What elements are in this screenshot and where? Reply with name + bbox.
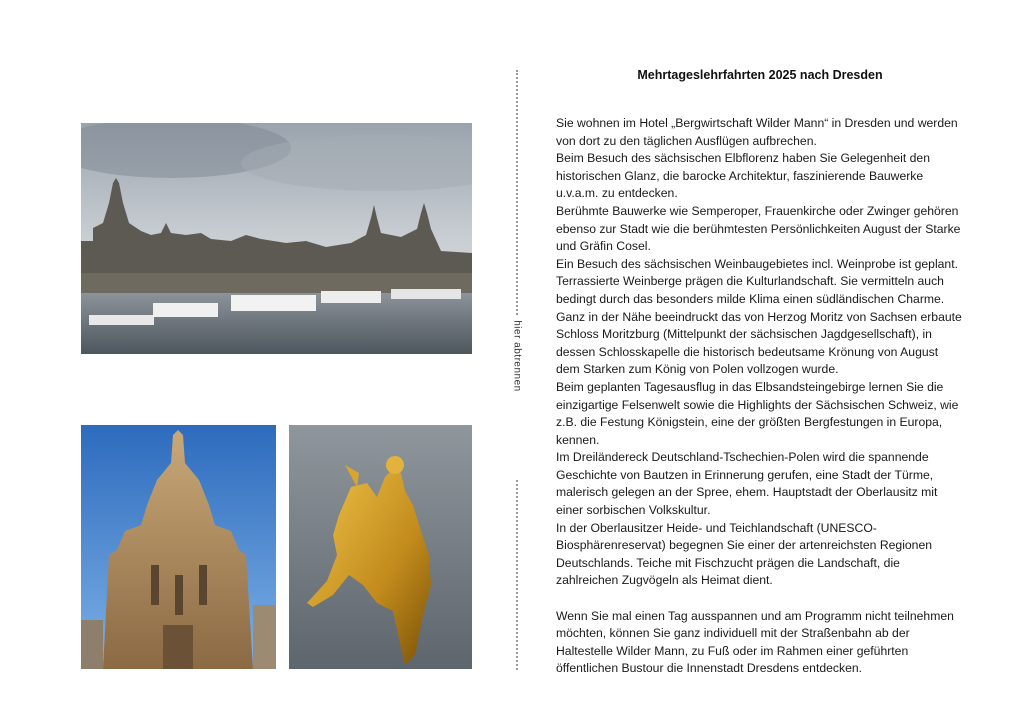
goldener-reiter-photo (289, 425, 472, 669)
body-text (556, 115, 964, 678)
dresden-skyline-photo (81, 123, 472, 354)
paragraph-oberlausitz: In der Oberlausitzer Heide- und Teichlandschaft (UNESCO-Biosphärenreservat) begegnen Sie einer der artenreichsten Regionen Deutschlands. Teiche mit Fischzucht prägen die Landschaft, die zahlreichen Zugvögeln als Heimat dient. (556, 520, 933, 588)
page-title: Mehrtageslehrfahrten 2025 nach Dresden (637, 68, 883, 82)
paragraph-bauwerke: Berühmte Bauwerke wie Semperoper, Frauenkirche oder Zwinger gehören ebenso zur Stadt wie die berühmtesten Persönlichkeiten August der Starke und Gräfin Cosel. (556, 203, 961, 254)
cut-line-bottom (516, 480, 518, 670)
paragraph-hotel: Sie wohnen im Hotel „Bergwirtschaft Wilder Mann“ in Dresden und werden von dort zu den täglichen Ausflügen aufbrechen. (556, 116, 958, 148)
paragraph-elbsandstein: Beim geplanten Tagesausflug in das Elbsandsteingebirge lernen Sie die einzigartige Felsenwelt sowie die Highlights der Sächsischen Schweiz, wie z.B. die Festung Königstein, eine der größten Bergfestungen in Europa, kennen. (556, 379, 959, 447)
paragraph-weinbau: Ein Besuch des sächsischen Weinbaugebietes incl. Weinprobe ist geplant. Terrassierte Weinberge prägen die Kulturlandschaft. Sie vermitteln auch bedingt durch das besonders milde Klima einen südländischen Charme. Ganz in der Nähe beeindruckt das von Herzog Moritz von Sachsen erbaute Schloss Moritzburg (Mittelpunkt der sächsischen Jagdgesellschaft), in dessen Schlosskapelle die historisch bedeutsame Krönung von August dem Starken zum König von Polen vollzogen wurde. (556, 256, 962, 377)
paragraph-freizeit: Wenn Sie mal einen Tag ausspannen und am Programm nicht teilnehmen möchten, können Sie ganz individuell mit der Straßenbahn ab der Haltestelle Wilder Mann, zu Fuß oder im Rahmen einer geführten öffentlichen Bustour die Innenstadt Dresdens entdecken. (556, 608, 954, 676)
frauenkirche-photo (81, 425, 276, 669)
cut-line-top (516, 70, 518, 315)
cut-label: hier abtrennen (511, 320, 523, 392)
paragraph-bautzen: Im Dreiländereck Deutschland-Tschechien-Polen wird die spannende Geschichte von Bautzen in Erinnerung gerufen, eine Stadt der Türme, malerisch gelegen an der Spree, ehem. Hauptstadt der Oberlausitz mit einer sorbischen Volkskultur. (556, 450, 938, 518)
paragraph-elbflorenz: Beim Besuch des sächsischen Elbflorenz haben Sie Gelegenheit den historischen Glanz, die barocke Architektur, faszinierende Bauwerke u.v.a.m. zu entdecken. (556, 151, 930, 201)
